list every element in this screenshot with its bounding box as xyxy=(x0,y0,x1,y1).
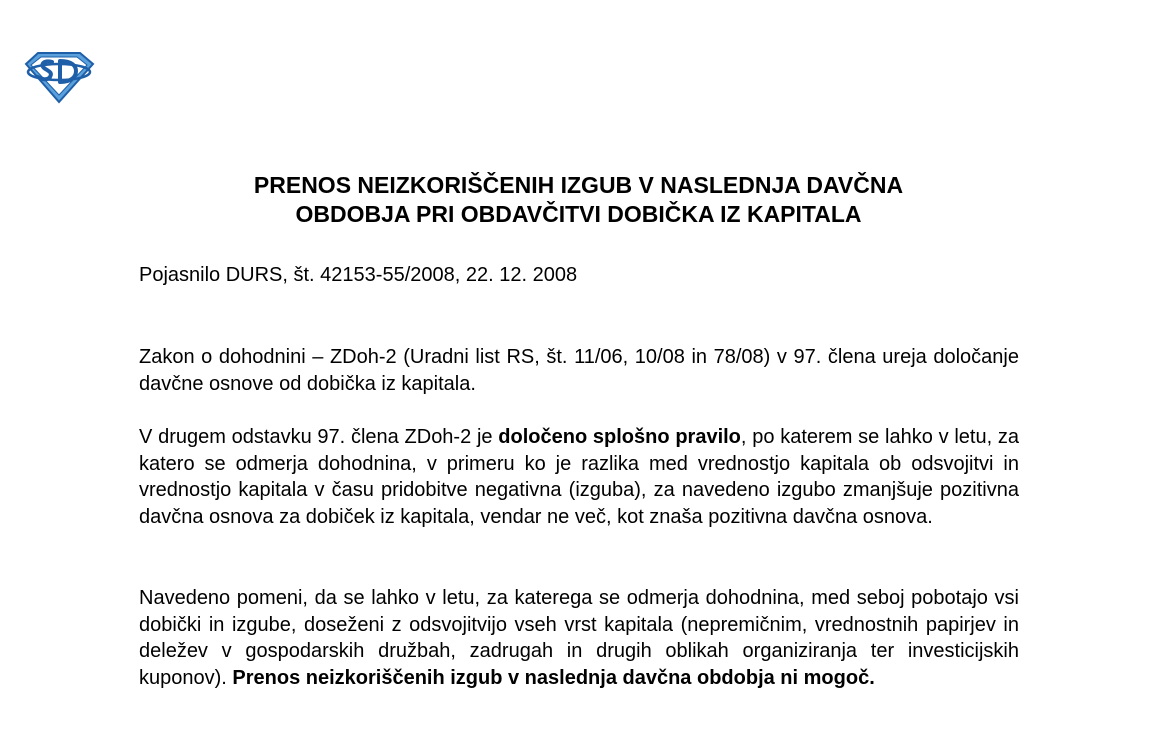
paragraph-3 xyxy=(139,585,1019,691)
paragraph-2-bold-text: določeno splošno pravilo xyxy=(498,426,741,448)
paragraph-2-text-end: , po katerem se lahko v letu, za katero se odmerja dohodnina, v primeru ko je razlika med vrednostjo kapitala ob odsvojitvi in vrednostjo kapitala v času pridobitve negativna (izguba), za navedeno izgubo zmanjšuje pozitivna davčna osnova za dobiček iz kapitala, vendar ne več, kot znaša pozitivna davčna osnova. xyxy=(139,426,1020,528)
paragraph-2-text-start: V drugem odstavku 97. člena ZDoh-2 je xyxy=(139,426,499,448)
paragraph-3-text: Navedeno pomeni, da se lahko v letu, za katerega se odmerja dohodnina, med seboj pobotajo vsi dobički in izgube, doseženi z odsvojitvijo vseh vrst kapitala (nepremičnim, vrednostnih papirjev in deležev v gospodarskih družbah, zadrugah in drugih oblikah organiziranja ter investicijskih kuponov). xyxy=(139,587,1019,689)
document-title xyxy=(0,171,1157,229)
paragraph-3-bold-text: Prenos neizkoriščenih izgub v naslednja davčna obdobja ni mogoč. xyxy=(232,666,875,689)
title-line-1: PRENOS NEIZKORIŠČENIH IZGUB V NASLEDNJA DAVČNA xyxy=(253,172,904,198)
title-line-2: OBDOBJA PRI OBDAVČITVI DOBIČKA IZ KAPITALA xyxy=(295,201,862,227)
paragraph-1: Zakon o dohodnini – ZDoh-2 (Uradni list RS, št. 11/06, 10/08 in 78/08) v 97. člena ureja določanje davčne osnove od dobička iz kapitala. xyxy=(139,346,1019,395)
sd-logo-icon xyxy=(22,50,96,104)
paragraph-2 xyxy=(139,424,1019,530)
document-subtitle: Pojasnilo DURS, št. 42153-55/2008, 22. 12. 2008 xyxy=(139,264,578,286)
